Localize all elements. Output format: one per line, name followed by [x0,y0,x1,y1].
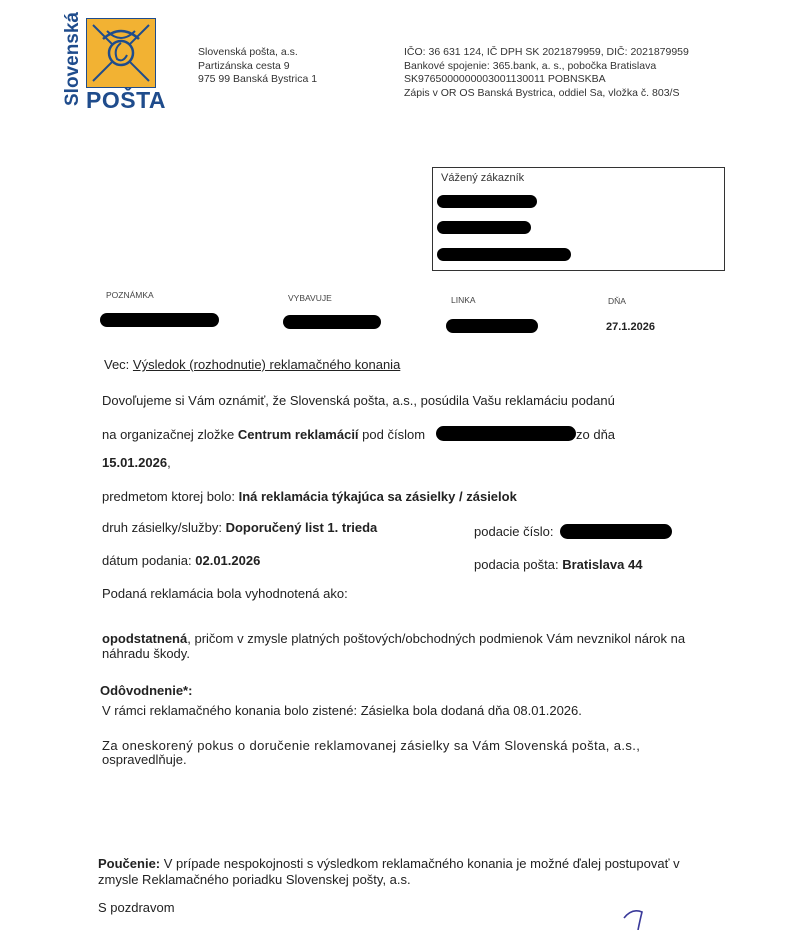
org-suffix: zo dňa [576,427,616,442]
poznamka-label: POZNÁMKA [106,290,154,300]
subject-matter-label: predmetom ktorej bolo: [102,489,235,504]
intro-text: Dovoľujeme si Vám oznámiť, že Slovenská pošta, a.s., posúdila Vašu reklamáciu podanú [102,393,615,408]
instruction-line-2: zmysle Reklamačného poriadku Slovenskej pošty, a.s. [98,872,411,887]
redacted-tracking-number [560,524,672,539]
post-office: Bratislava 44 [562,557,643,572]
instruction-text: V prípade nespokojnosti s výsledkom reklamačného konania je možné ďalej postupovať v [163,856,680,871]
posting-date: 02.01.2026 [195,553,261,568]
vybavuje-label: VYBAVUJE [288,293,332,303]
company-info-line: IČO: 36 631 124, IČ DPH SK 2021879959, DIČ: 2021879959 [404,46,689,58]
company-info-line: Zápis v OR OS Banská Bystrica, oddiel Sa, vložka č. 803/S [404,86,680,99]
subject-line [104,357,400,373]
dna-label: DŇA [608,296,626,306]
linka-label: LINKA [451,295,476,305]
signature-mark [622,904,666,930]
address-line: Slovenská pošta, a.s. [198,46,298,58]
logo-wordmark: POŠTA [86,87,167,113]
org-prefix: na organizačnej zložke [102,427,235,442]
tracking-label: podacie číslo: [474,524,554,539]
company-info-line: Bankové spojenie: 365.bank, a. s., pobočka Bratislava [404,59,657,72]
recipient-salutation: Vážený zákazník [441,172,525,184]
instruction-label: Poučenie: [98,856,161,871]
subject-text: Výsledok (rozhodnutie) reklamačného konania [132,357,401,372]
redacted-linka [446,319,538,333]
claim-date: 15.01.2026 [102,455,168,470]
shipment-type-line [102,520,377,536]
claim-date-suffix: , [167,455,171,470]
company-info [404,46,689,100]
apology-line-1: Za oneskorený pokus o doručenie reklamovanej zásielky sa Vám Slovenská pošta, a.s., [102,738,641,753]
org-name: Centrum reklamácií [237,427,359,442]
claim-date-line [102,455,171,471]
shipment-type-label: druh zásielky/služby: [102,520,222,535]
recipient-box [432,167,725,271]
shipment-type: Doporučený list 1. trieda [225,520,378,535]
sender-address [198,46,317,87]
instruction-line-1 [98,856,680,872]
logo-vertical-text: Slovenská [62,12,83,106]
verdict-line-2: náhradu škody. [102,646,190,661]
subject-matter: Iná reklamácia týkajúca sa zásielky / zásielok [238,489,517,504]
verdict: opodstatnená [102,631,188,646]
redacted-recipient-city [437,248,571,261]
address-line: 975 99 Banská Bystrica 1 [198,73,318,85]
letter-date: 27.1.2026 [606,321,655,333]
post-horn-logo-icon [86,18,156,88]
post-office-line [474,557,642,573]
address-line: Partizánska cesta 9 [198,59,290,72]
closing: S pozdravom [98,900,175,915]
subject-matter-line [102,489,517,505]
verdict-rest: , pričom v zmysle platných poštových/obchodných podmienok Vám nevznikol nárok na [187,631,686,646]
justification-heading: Odôvodnenie*: [100,683,193,698]
redacted-vybavuje [283,315,381,329]
organization-line [102,427,425,443]
justification-text: V rámci reklamačného konania bolo zistené: Zásielka bola dodaná dňa 08.01.2026. [102,703,582,718]
org-mid: pod číslom [362,427,426,442]
post-office-label: podacia pošta: [474,557,559,572]
posting-date-line [102,553,260,569]
redacted-recipient-name [437,195,537,208]
company-info-line: SK9765000000003001130011 POBNSKBA [404,73,606,85]
redacted-poznamka [100,313,219,327]
evaluated-as-text: Podaná reklamácia bola vyhodnotená ako: [102,586,348,601]
posting-date-label: dátum podania: [102,553,192,568]
verdict-line [102,631,685,647]
apology-line-2: ospravedlňuje. [102,752,187,767]
subject-prefix: Vec: [104,357,130,372]
redacted-claim-number [436,426,576,441]
redacted-recipient-street [437,221,531,234]
